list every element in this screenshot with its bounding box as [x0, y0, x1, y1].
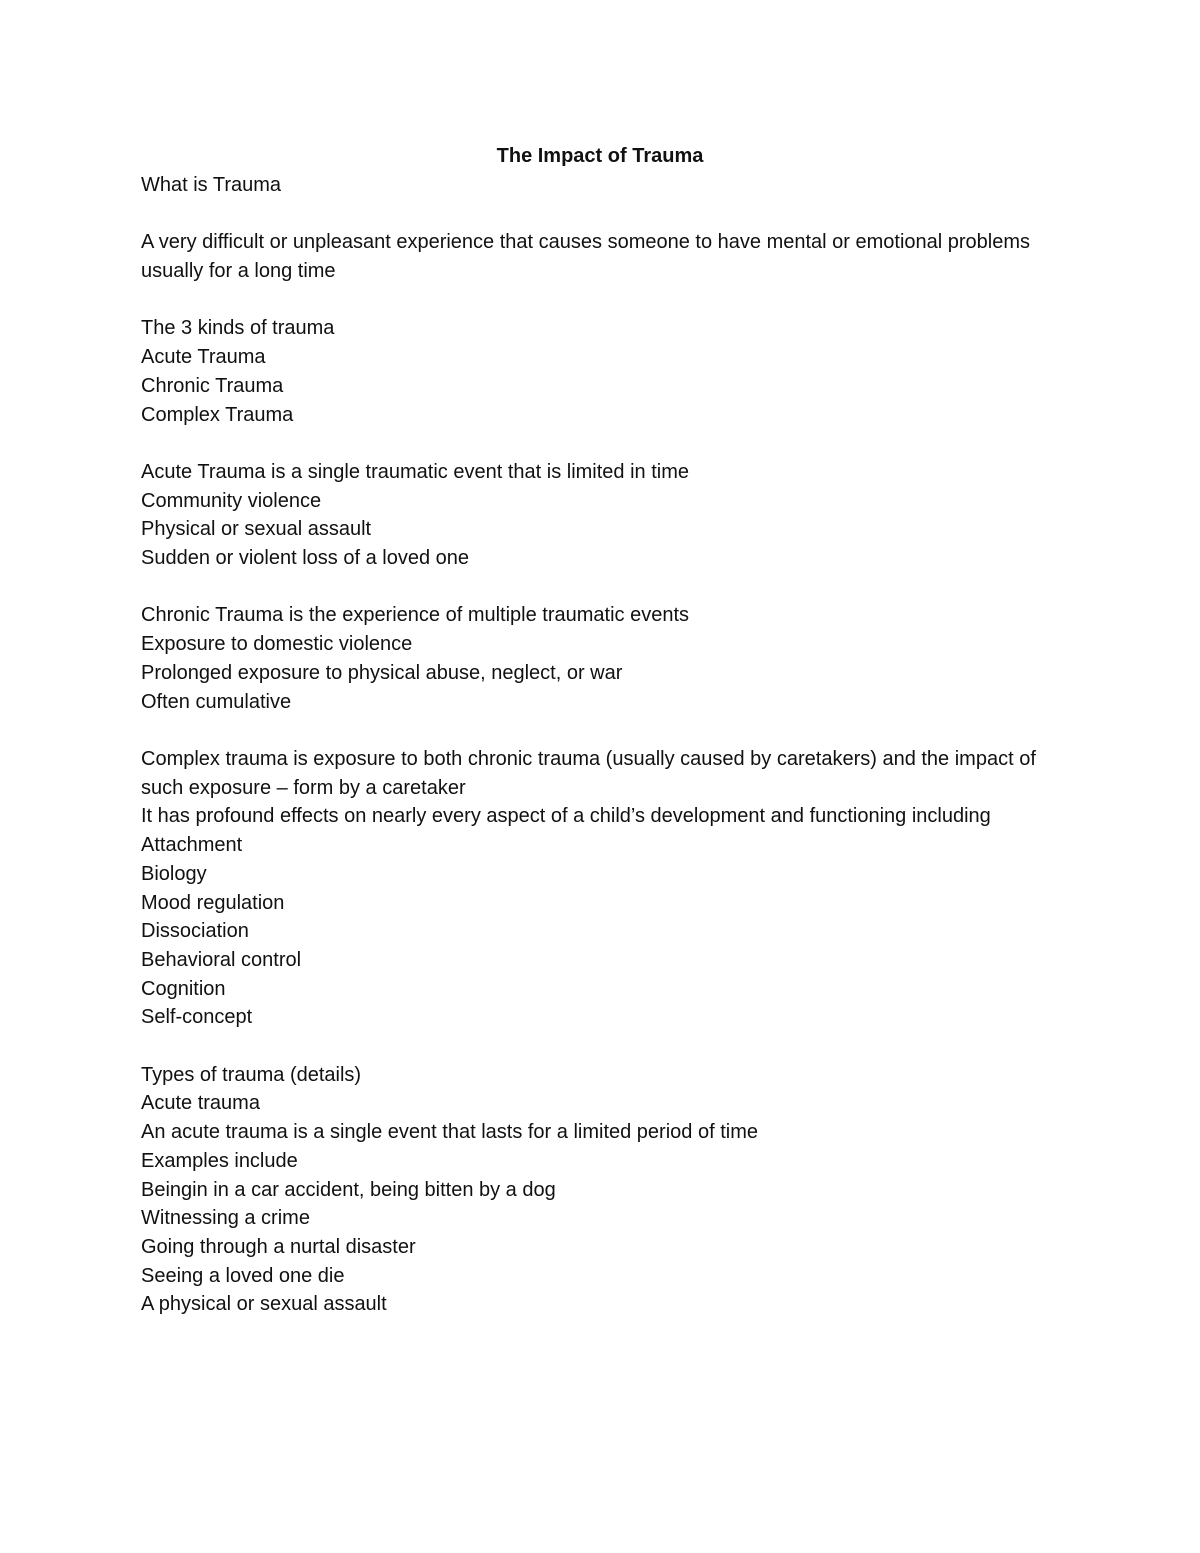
document-body: [141, 142, 1041, 1319]
list-item: Self-concept: [141, 1006, 253, 1029]
chronic-heading: Chronic Trauma is the experience of multiple traumatic events: [141, 604, 690, 627]
spacer: [141, 200, 1041, 229]
list-item: Dissociation: [141, 920, 249, 943]
types-details-heading: Types of trauma (details): [141, 1063, 362, 1086]
list-item: Complex Trauma: [141, 403, 294, 426]
examples-label: Examples include: [141, 1149, 298, 1172]
types-details-subheading: Acute trauma: [141, 1092, 260, 1115]
spacer: [141, 573, 1041, 602]
list-item: Community violence: [141, 489, 322, 512]
list-item: Behavioral control: [141, 948, 302, 971]
list-item: Exposure to domestic violence: [141, 633, 413, 656]
list-item: Cognition: [141, 977, 226, 1000]
spacer: [141, 429, 1041, 458]
complex-heading: Complex trauma is exposure to both chronic trauma (usually caused by caretakers) and the impact of such exposure – form by a caretaker: [141, 747, 1036, 799]
list-item: Biology: [141, 862, 207, 885]
kinds-heading: The 3 kinds of trauma: [141, 317, 335, 340]
types-details-description: An acute trauma is a single event that lasts for a limited period of time: [141, 1121, 758, 1144]
spacer: [141, 716, 1041, 745]
list-item: Physical or sexual assault: [141, 518, 372, 541]
list-item: Beingin in a car accident, being bitten by a dog: [141, 1178, 556, 1201]
list-item: Acute Trauma: [141, 346, 266, 369]
list-item: Going through a nurtal disaster: [141, 1235, 416, 1258]
what-is-heading: What is Trauma: [141, 174, 282, 196]
list-item: Prolonged exposure to physical abuse, neglect, or war: [141, 661, 623, 684]
list-item: Attachment: [141, 834, 243, 857]
document-title: The Impact of Trauma: [496, 145, 704, 167]
list-item: Mood regulation: [141, 891, 285, 914]
trauma-definition: A very difficult or unpleasant experience that causes someone to have mental or emotional problems usually for a long time: [141, 231, 1031, 283]
list-item: Chronic Trauma: [141, 374, 284, 397]
list-item: Sudden or violent loss of a loved one: [141, 547, 469, 570]
acute-heading: Acute Trauma is a single traumatic event that is limited in time: [141, 460, 690, 483]
list-item: Seeing a loved one die: [141, 1264, 345, 1287]
list-item: Often cumulative: [141, 690, 292, 713]
list-item: Witnessing a crime: [141, 1207, 310, 1230]
complex-effects: It has profound effects on nearly every aspect of a child’s development and functioning including: [141, 805, 991, 828]
spacer: [141, 1032, 1041, 1061]
spacer: [141, 286, 1041, 315]
list-item: A physical or sexual assault: [141, 1293, 387, 1316]
